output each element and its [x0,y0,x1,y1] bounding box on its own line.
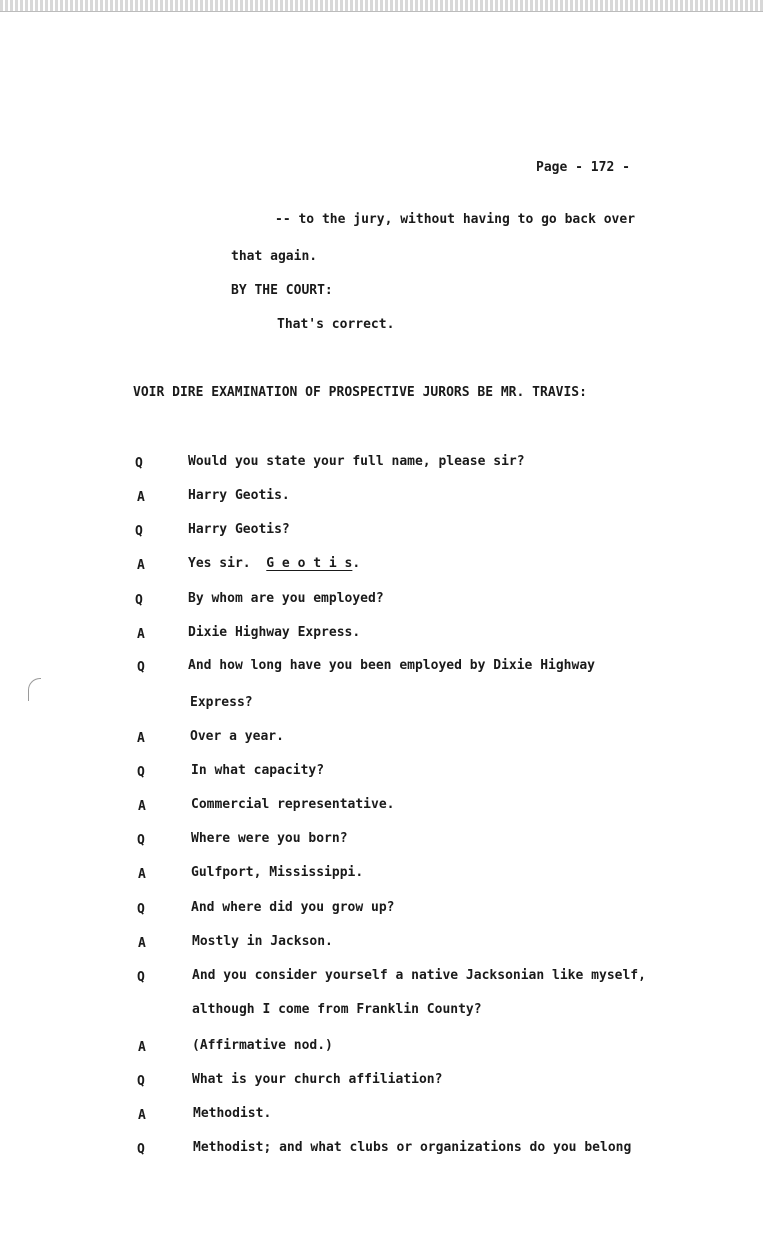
qa-text: Gulfport, Mississippi. [191,865,364,880]
qa-label: A [138,1040,146,1055]
qa-text: Methodist; and what clubs or organizations do you belong [193,1140,632,1155]
court-response: That's correct. [277,317,395,332]
qa-text: Over a year. [190,729,284,744]
qa-text: And how long have you been employed by Dixie Highway [188,658,595,673]
qa-text: Dixie Highway Express. [188,625,361,640]
qa-text: In what capacity? [191,763,325,778]
qa-label: A [138,936,146,951]
qa-text: Where were you born? [191,831,348,846]
qa-label: A [137,627,145,642]
qa-label: Q [137,970,145,985]
spelled-end: . [352,556,361,571]
page-number: Page - 172 - [536,160,630,175]
qa-label: A [138,867,146,882]
qa-label: Q [135,593,143,608]
qa-label: Q [137,833,145,848]
qa-label: A [137,558,145,573]
qa-label: A [137,731,145,746]
qa-label: Q [137,902,145,917]
qa-text: What is your church affiliation? [192,1072,443,1087]
qa-text: Harry Geotis. [188,488,290,503]
qa-label: A [138,799,146,814]
scan-top-border [0,0,763,12]
qa-text: (Affirmative nod.) [192,1038,333,1053]
qa-text: And where did you grow up? [191,900,395,915]
qa-label: Q [137,1074,145,1089]
qa-continuation: although I come from Franklin County? [192,1002,482,1017]
qa-label: Q [137,1142,145,1157]
qa-label: Q [135,524,143,539]
qa-text: Methodist. [193,1106,272,1121]
qa-label: Q [137,660,145,675]
qa-text: Would you state your full name, please sir? [188,454,525,469]
qa-text: Commercial representative. [191,797,395,812]
qa-label: A [138,1108,146,1123]
qa-label: Q [137,765,145,780]
qa-text: By whom are you employed? [188,591,384,606]
qa-label: Q [135,456,143,471]
qa-text: Mostly in Jackson. [192,934,333,949]
qa-text: Harry Geotis? [188,522,290,537]
pencil-mark [28,678,41,701]
spelled-name: G e o t i s [266,556,353,571]
section-heading: VOIR DIRE EXAMINATION OF PROSPECTIVE JURORS BE MR. TRAVIS: [133,385,587,400]
intro-line-1: -- to the jury, without having to go back over [275,212,636,227]
qa-text-line [188,556,360,572]
speaker-label: BY THE COURT: [231,283,333,298]
qa-label: A [137,490,145,505]
qa-text: Yes sir. [188,556,251,571]
qa-text: And you consider yourself a native Jacksonian like myself, [192,968,646,983]
qa-continuation: Express? [190,695,253,710]
intro-line-2: that again. [231,249,318,264]
